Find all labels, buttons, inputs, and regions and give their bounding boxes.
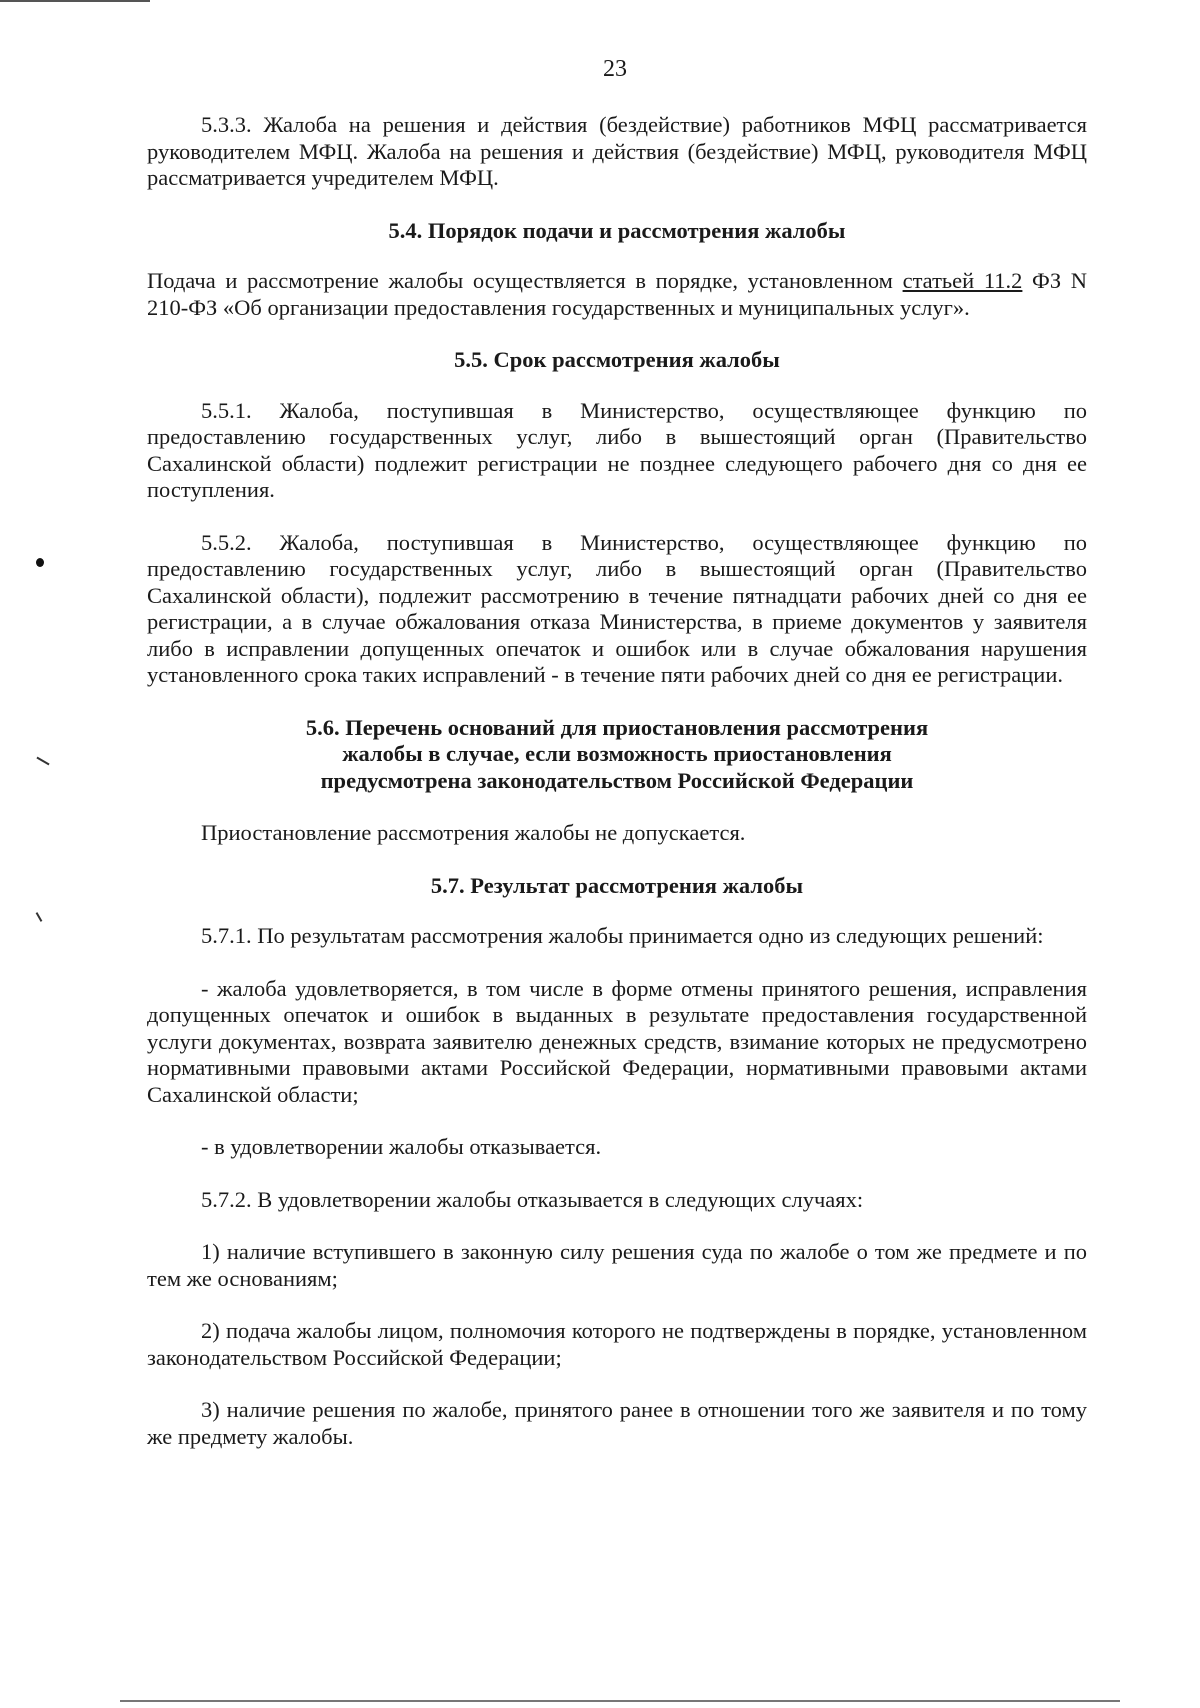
document-body bbox=[147, 112, 1087, 1476]
paragraph-5-4-text-end: ФЗ N 210-ФЗ «Об организации предоставления государственных и муниципальных услуг». bbox=[147, 268, 1088, 320]
heading-5-6 bbox=[147, 715, 1087, 795]
paragraph-5-5-2: 5.5.2. Жалоба, поступившая в Министерство, осуществляющее функцию по предоставлению государственных услуг, либо в вышестоящий орган (Правительство Сахалинской области), подлежит рассмотрению в течение пятнадцати рабочих дней со дня ее регистрации, а в случае обжалования отказа Министерства, в приеме документов у заявителя либо в исправлении допущенных опечаток и ошибок или в случае обжалования нарушения установленного срока таких исправлений - в течение пяти рабочих дней со дня ее регистрации. bbox=[147, 529, 1087, 687]
paragraph-5-5-1: 5.5.1. Жалоба, поступившая в Министерство, осуществляющее функцию по предоставлению государственных услуг, либо в вышестоящий орган (Правительство Сахалинской области) подлежит регистрации не позднее следующего рабочего дня со дня ее поступления. bbox=[147, 397, 1087, 502]
page-number: 23 bbox=[603, 56, 627, 82]
paragraph-5-3-3: 5.3.3. Жалоба на решения и действия (бездействие) работников МФЦ рассматривается руководителем МФЦ. Жалоба на решения и действия (бездействие) МФЦ, руководителя МФЦ рассматривается учредителем МФЦ. bbox=[147, 112, 1087, 190]
paragraph-5-6: Приостановление рассмотрения жалобы не допускается. bbox=[201, 820, 746, 845]
law-article-link[interactable]: статьей 11.2 bbox=[902, 268, 1023, 293]
paragraph-5-4 bbox=[147, 268, 1087, 321]
scan-artifact bbox=[36, 912, 43, 922]
paragraph-5-7-1-option-a: - жалоба удовлетворяется, в том числе в форме отмены принятого решения, исправления допущенных опечаток и ошибок в выданных в результате предоставления государственной услуги документах, возврата заявителю денежных средств, взимание которых не предусмотрено нормативными правовыми актами Российской Федерации, нормативными правовыми актами Сахалинской области; bbox=[147, 975, 1087, 1107]
paragraph-5-7-2-item-1: 1) наличие вступившего в законную силу решения суда по жалобе о том же предмете и по тем же основаниям; bbox=[147, 1239, 1087, 1291]
paragraph-5-7-2-item-2: 2) подача жалобы лицом, полномочия которого не подтверждены в порядке, установленном законодательством Российской Федерации; bbox=[147, 1318, 1087, 1370]
heading-5-6-line-1: 5.6. Перечень оснований для приостановления рассмотрения bbox=[305, 714, 929, 740]
scan-artifact bbox=[36, 757, 49, 766]
paragraph-5-4-text-start: Подача и рассмотрение жалобы осуществляется в порядке, установленном bbox=[147, 268, 903, 293]
heading-5-4: 5.4. Порядок подачи и рассмотрения жалобы bbox=[388, 217, 846, 243]
scan-edge-bottom bbox=[120, 1700, 1120, 1702]
paragraph-5-7-1: 5.7.1. По результатам рассмотрения жалобы принимается одно из следующих решений: bbox=[201, 923, 1044, 948]
heading-5-6-line-2: жалобы в случае, если возможность приостановления bbox=[342, 741, 892, 766]
scan-artifact bbox=[36, 558, 44, 567]
heading-5-5: 5.5. Срок рассмотрения жалобы bbox=[454, 347, 780, 372]
paragraph-5-7-2-item-3: 3) наличие решения по жалобе, принятого ранее в отношении того же заявителя и по тому же предмету жалобы. bbox=[147, 1397, 1087, 1449]
heading-5-7: 5.7. Результат рассмотрения жалобы bbox=[430, 872, 804, 898]
paragraph-5-7-1-option-b: - в удовлетворении жалобы отказывается. bbox=[201, 1134, 602, 1159]
scan-edge-top bbox=[0, 0, 150, 2]
heading-5-6-line-3: предусмотрена законодательством Российской Федерации bbox=[320, 767, 914, 793]
paragraph-5-7-2: 5.7.2. В удовлетворении жалобы отказывается в следующих случаях: bbox=[201, 1186, 864, 1212]
